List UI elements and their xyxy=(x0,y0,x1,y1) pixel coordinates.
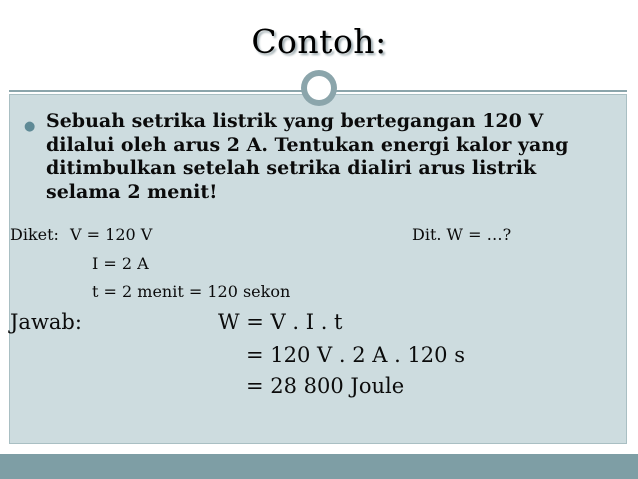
problem-statement: Sebuah setrika listrik yang bertegangan 120 V dilalui oleh arus 2 A. Tentukan energi kalor yang ditimbulkan setelah setrika dialiri arus listrik selama 2 menit! xyxy=(46,110,569,203)
divider-circle-inner xyxy=(305,74,333,102)
slide-title: Contoh: xyxy=(251,22,387,61)
bullet-icon: ● xyxy=(24,119,36,134)
ditanya: Dit. W = …? xyxy=(412,225,512,244)
footer-band xyxy=(0,454,638,479)
diket-current: I = 2 A xyxy=(92,254,149,273)
diket-time: t = 2 menit = 120 sekon xyxy=(92,282,291,301)
formula-step-3: = 28 800 Joule xyxy=(246,374,405,398)
formula-step-2: = 120 V . 2 A . 120 s xyxy=(246,343,465,367)
jawab-label: Jawab: xyxy=(10,310,82,334)
diket-voltage: V = 120 V xyxy=(70,225,153,244)
formula-step-1: W = V . I . t xyxy=(218,310,343,334)
diket-label: Diket: xyxy=(10,225,59,244)
